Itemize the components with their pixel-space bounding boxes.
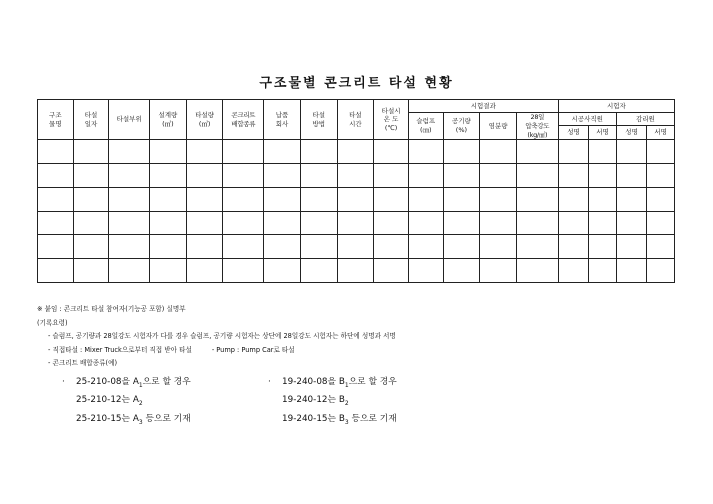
table-cell[interactable] (300, 235, 337, 259)
table-cell[interactable] (647, 259, 675, 283)
table-cell[interactable] (589, 235, 617, 259)
col-pour-date: 타설 일자 (73, 100, 109, 140)
table-cell[interactable] (443, 164, 480, 188)
table-cell[interactable] (150, 235, 187, 259)
table-cell[interactable] (647, 187, 675, 211)
table-cell[interactable] (38, 187, 74, 211)
table-cell[interactable] (374, 235, 409, 259)
col-design-qty: 설계량 (㎥) (150, 100, 187, 140)
example-line: · 19-240-08을 $B_1$으로 할 경우 (268, 377, 397, 389)
table-cell[interactable] (589, 187, 617, 211)
table-cell[interactable] (516, 259, 558, 283)
table-cell[interactable] (616, 164, 647, 188)
table-row (38, 187, 675, 211)
table-cell[interactable] (337, 164, 374, 188)
table-row (38, 164, 675, 188)
table-cell[interactable] (186, 164, 223, 188)
group-testers: 시험자 (558, 100, 674, 113)
table-cell[interactable] (616, 140, 647, 164)
table-cell[interactable] (443, 140, 480, 164)
table-cell[interactable] (223, 187, 264, 211)
table-cell[interactable] (109, 140, 150, 164)
table-cell[interactable] (616, 235, 647, 259)
table-cell[interactable] (408, 164, 443, 188)
table-cell[interactable] (374, 187, 409, 211)
table-cell[interactable] (337, 235, 374, 259)
table-cell[interactable] (616, 211, 647, 235)
table-cell[interactable] (589, 140, 617, 164)
notes-section (37, 303, 396, 371)
table-cell[interactable] (647, 235, 675, 259)
table-cell[interactable] (337, 211, 374, 235)
guide-item-tester: - 슬럼프, 공기량과 28일강도 시험자가 다를 경우 슬럼프, 공기량 시험자는 상단에 28일강도 시험자는 하단에 성명과 서명 (48, 332, 396, 340)
col-contractor-name: 성명 (558, 126, 589, 140)
table-row (38, 140, 675, 164)
example-line: · 25-210-08을 $A_1$으로 할 경우 (62, 377, 191, 389)
col-pour-temp: 타설시 온 도 (℃) (374, 100, 409, 140)
table-cell[interactable] (186, 259, 223, 283)
table-cell[interactable] (647, 211, 675, 235)
pour-status-table (37, 99, 675, 283)
table-cell[interactable] (480, 259, 517, 283)
table-cell[interactable] (150, 187, 187, 211)
table-cell[interactable] (186, 211, 223, 235)
table-cell[interactable] (374, 211, 409, 235)
table-cell[interactable] (73, 140, 109, 164)
guide-pump-pour: - Pump : Pump Car로 타설 (211, 345, 295, 354)
mix-examples-left (62, 375, 191, 430)
table-cell[interactable] (480, 211, 517, 235)
table-cell[interactable] (443, 259, 480, 283)
example-line: 19-240-15는 $B_3$ 등으로 기재 (282, 413, 397, 426)
table-cell[interactable] (408, 187, 443, 211)
table-cell[interactable] (264, 187, 301, 211)
guide-heading: (기록요령) (37, 318, 68, 327)
table-cell[interactable] (516, 211, 558, 235)
col-pour-location: 타설부위 (109, 100, 150, 140)
table-cell[interactable] (374, 259, 409, 283)
table-cell[interactable] (38, 235, 74, 259)
mix-examples-right (268, 375, 397, 430)
col-chloride: 염분량 (480, 113, 517, 140)
table-cell[interactable] (264, 259, 301, 283)
attachment-note: ※ 붙임 : 콘크리트 타설 참여자(기능공 포함) 실명부 (37, 305, 186, 313)
table-cell[interactable] (616, 259, 647, 283)
col-air: 공기량 (%) (443, 113, 480, 140)
table-cell[interactable] (186, 235, 223, 259)
table-cell[interactable] (480, 164, 517, 188)
table-cell[interactable] (516, 187, 558, 211)
table-cell[interactable] (264, 235, 301, 259)
col-pour-method: 타설 방법 (300, 100, 337, 140)
table-cell[interactable] (38, 259, 74, 283)
table-cell[interactable] (374, 164, 409, 188)
table-cell[interactable] (150, 140, 187, 164)
table-row (38, 259, 675, 283)
table-cell[interactable] (516, 235, 558, 259)
table-cell[interactable] (73, 164, 109, 188)
group-contractor: 시공사직원 (558, 113, 616, 126)
example-line: 25-210-15는 $A_3$ 등으로 기재 (76, 413, 191, 426)
table-cell[interactable] (73, 259, 109, 283)
table-cell[interactable] (300, 259, 337, 283)
table-cell[interactable] (73, 235, 109, 259)
table-cell[interactable] (223, 164, 264, 188)
table-row (38, 211, 675, 235)
table-cell[interactable] (73, 211, 109, 235)
col-supervisor-name: 성명 (616, 126, 647, 140)
example-line: 25-210-12는 $A_2$ (76, 395, 143, 407)
table-row (38, 235, 675, 259)
col-supervisor-sign: 서명 (647, 126, 675, 140)
table-cell[interactable] (408, 140, 443, 164)
table-cell[interactable] (374, 140, 409, 164)
table-cell[interactable] (408, 235, 443, 259)
col-mix-type: 콘크리트 배합종류 (223, 100, 264, 140)
table-cell[interactable] (647, 140, 675, 164)
table-cell[interactable] (223, 140, 264, 164)
table-cell[interactable] (223, 259, 264, 283)
table-cell[interactable] (589, 259, 617, 283)
table-cell[interactable] (558, 187, 589, 211)
table-cell[interactable] (589, 211, 617, 235)
table-cell[interactable] (38, 140, 74, 164)
table-cell[interactable] (109, 235, 150, 259)
table-cell[interactable] (38, 211, 74, 235)
table-cell[interactable] (300, 140, 337, 164)
table-cell[interactable] (616, 187, 647, 211)
table-cell[interactable] (337, 140, 374, 164)
col-slump: 슬럼프 (㎝) (408, 113, 443, 140)
table-cell[interactable] (300, 211, 337, 235)
table-cell[interactable] (443, 211, 480, 235)
table-cell[interactable] (300, 164, 337, 188)
table-cell[interactable] (186, 140, 223, 164)
table-cell[interactable] (223, 211, 264, 235)
table-cell[interactable] (558, 211, 589, 235)
table-cell[interactable] (109, 187, 150, 211)
table-cell[interactable] (73, 187, 109, 211)
table-cell[interactable] (480, 235, 517, 259)
table-cell[interactable] (647, 164, 675, 188)
table-cell[interactable] (558, 164, 589, 188)
col-supplier: 납품 회사 (264, 100, 301, 140)
table-cell[interactable] (408, 211, 443, 235)
table-cell[interactable] (109, 164, 150, 188)
table-cell[interactable] (408, 259, 443, 283)
table-cell[interactable] (223, 235, 264, 259)
table-cell[interactable] (264, 164, 301, 188)
table-cell[interactable] (38, 164, 74, 188)
guide-item-mix: - 콘크리트 배합종류(예) (48, 359, 118, 367)
col-strength: 28일 압축강도 (kg/㎠) (516, 113, 558, 140)
table-cell[interactable] (480, 140, 517, 164)
table-cell[interactable] (264, 211, 301, 235)
table-cell[interactable] (300, 187, 337, 211)
table-cell[interactable] (516, 164, 558, 188)
table-cell[interactable] (150, 259, 187, 283)
group-supervisor: 감리원 (616, 113, 674, 126)
table-cell[interactable] (443, 187, 480, 211)
guide-item-method (37, 344, 396, 358)
col-pour-time: 타설 시간 (337, 100, 374, 140)
table-cell[interactable] (480, 187, 517, 211)
table-cell[interactable] (109, 211, 150, 235)
table-cell[interactable] (516, 140, 558, 164)
table-cell[interactable] (150, 211, 187, 235)
page-title: 구조물별 콘크리트 타설 현황 (259, 76, 454, 91)
col-pour-qty: 타설량 (㎥) (186, 100, 223, 140)
table-cell[interactable] (109, 259, 150, 283)
col-contractor-sign: 서명 (589, 126, 617, 140)
table-cell[interactable] (558, 235, 589, 259)
table-cell[interactable] (186, 187, 223, 211)
table-cell[interactable] (558, 140, 589, 164)
table-cell[interactable] (589, 164, 617, 188)
table-cell[interactable] (558, 259, 589, 283)
table-cell[interactable] (337, 259, 374, 283)
col-structure-name: 구조 물명 (38, 100, 74, 140)
guide-direct-pour: - 직접타설 : Mixer Truck으로부터 직접 받아 타설 (48, 345, 192, 354)
table-cell[interactable] (264, 140, 301, 164)
example-line: 19-240-12는 $B_2$ (282, 395, 349, 407)
table-cell[interactable] (150, 164, 187, 188)
group-test-results: 시험결과 (408, 100, 558, 113)
table-cell[interactable] (337, 187, 374, 211)
table-cell[interactable] (443, 235, 480, 259)
